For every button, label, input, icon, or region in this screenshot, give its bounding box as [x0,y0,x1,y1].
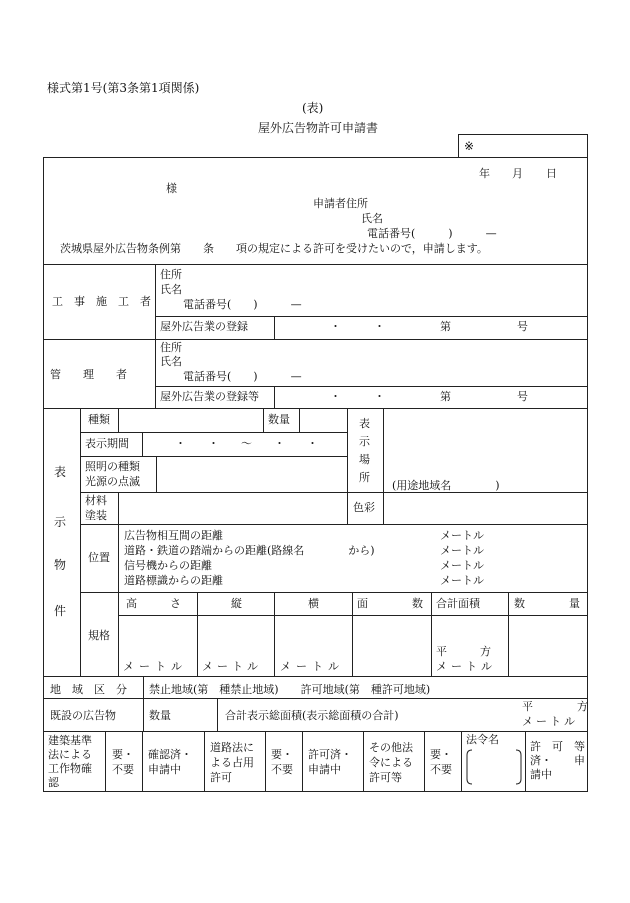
spec-header-faces: 面 数 [357,597,423,610]
place-char-4: 所 [359,471,370,484]
date-year: 年 [479,167,490,180]
building-act-label: 建築基準 法による 工作物確 認 [48,734,92,789]
existing-count-label: 数量 [149,709,171,722]
position-item-2: 道路・鉄道の踏端からの距離(路線名 から) [124,544,375,557]
applicant-phone: 電話番号( ) — [367,227,497,240]
quantity-label: 数量 [268,413,290,426]
manager-phone: 電話番号( ) — [183,370,302,383]
form-number: 様式第1号(第3条第1項関係) [47,81,200,95]
road-status-checkbox[interactable]: 許可済・ 申請中 [308,748,352,776]
spec-header-length: 縦 [231,597,242,610]
position-unit-3: メートル [440,559,484,572]
position-unit-1: メートル [440,529,484,542]
display-side-char-1: 表 [54,465,67,479]
spec-header-quantity: 数 量 [514,597,580,610]
contractor-phone: 電話番号( ) — [183,298,302,311]
position-item-4: 道路標識からの距離 [124,574,223,587]
spec-unit-area-top: 平 方 [436,645,491,658]
date-month: 月 [512,167,523,180]
building-required-checkbox[interactable]: 要・ 不要 [112,748,134,776]
existing-unit-top: 平 方 [522,700,588,713]
position-label: 位置 [88,551,110,564]
position-item-1: 広告物相互間の距離 [124,529,223,542]
manager-name: 氏名 [160,355,182,368]
spec-header-height: 高 さ [126,597,181,610]
manager-registration-label: 屋外広告業の登録等 [160,390,259,403]
type-label: 種類 [88,413,110,426]
coating-label: 塗装 [85,509,107,522]
place-char-2: 示 [359,435,370,448]
building-status-checkbox[interactable]: 確認済・ 申請中 [148,748,192,776]
manager-label: 管 理 者 [50,368,127,381]
form-side-label: (表) [302,101,324,115]
spec-unit-length: メートル [202,660,262,673]
spec-header-total-area: 合計面積 [436,597,480,610]
spec-unit-area-bottom: メートル [436,660,496,673]
zone-label: 地 域 区 分 [50,683,127,696]
date-day: 日 [546,167,557,180]
other-law-label: その他法 令による 許可等 [369,741,413,784]
other-required-checkbox[interactable]: 要・ 不要 [430,748,452,776]
existing-ads-label: 既設の広告物 [50,709,116,722]
manager-registration-value: ・ ・ 第 号 [330,390,528,403]
existing-total-area-label: 合計表示総面積(表示総面積の合計) [225,709,399,722]
spec-header-width: 横 [308,597,319,610]
application-statement: 茨城県屋外広告物条例第 条 項の規定による許可を受けたいので，申請します。 [60,242,488,255]
law-name-brackets [466,749,522,785]
road-act-label: 道路法に よる占用 許可 [210,741,254,784]
material-label: 材料 [85,494,107,507]
existing-unit-bottom: メートル [522,715,578,728]
lighting-type-label: 照明の種類 [85,460,140,473]
contractor-registration-value: ・ ・ 第 号 [330,320,528,333]
applicant-name: 氏名 [361,212,383,225]
color-label: 色彩 [353,501,375,514]
position-item-3: 信号機からの距離 [124,559,212,572]
law-name-label: 法令名 [466,733,499,746]
road-required-checkbox[interactable]: 要・ 不要 [271,748,293,776]
spec-unit-height: メートル [123,660,187,673]
contractor-name: 氏名 [160,283,182,296]
spec-unit-width: メートル [280,660,344,673]
addressee: 様 [166,182,177,195]
zone-value: 禁止地域(第 種禁止地域) 許可地域(第 種許可地域) [149,683,431,696]
contractor-label: 工 事 施 工 者 [52,295,151,308]
applicant-address: 申請者住所 [313,197,368,210]
place-char-1: 表 [359,417,370,430]
form-title: 屋外広告物許可申請書 [258,121,379,135]
display-side-char-2: 示 [54,515,67,529]
display-side-char-4: 件 [54,604,67,618]
usage-zone-name: (用途地域名 ) [392,479,500,492]
spec-label: 規格 [88,629,110,642]
position-unit-2: メートル [440,544,484,557]
period-label: 表示期間 [85,437,129,450]
manager-address: 住所 [160,341,182,354]
position-unit-4: メートル [440,574,484,587]
contractor-address: 住所 [160,268,182,281]
display-side-char-3: 物 [54,558,67,572]
light-blink-label: 光源の点滅 [85,475,140,488]
other-status-checkbox[interactable]: 許 可 等 済・ 申 請中 [530,740,585,781]
contractor-registration-label: 屋外広告業の登録 [160,320,248,333]
period-value: ・ ・ ～ ・ ・ [175,437,318,450]
place-char-3: 場 [359,453,370,466]
office-use-mark: ※ [464,139,475,153]
